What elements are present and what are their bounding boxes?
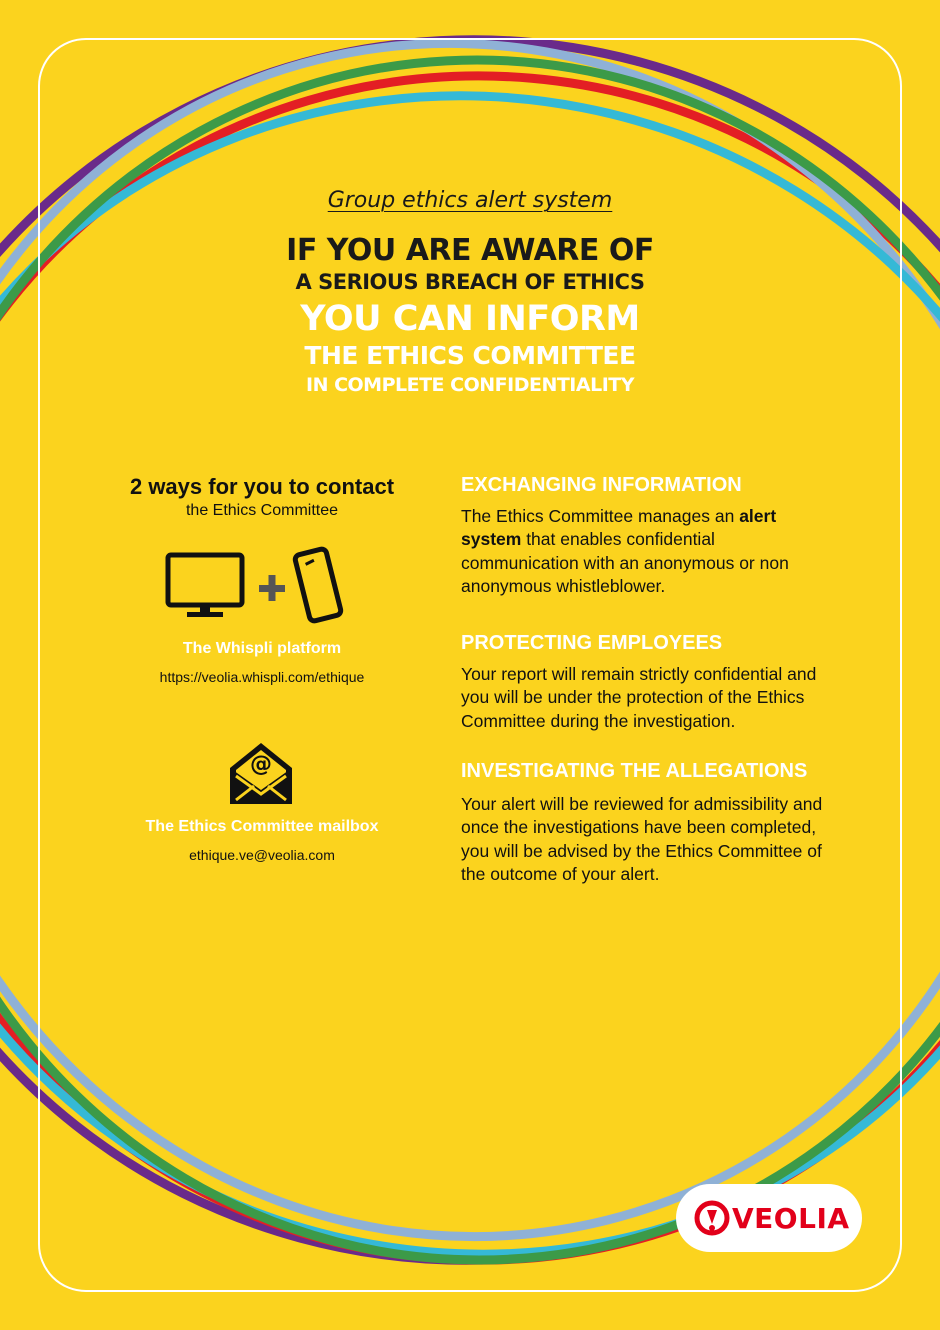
envelope-at-icon — [226, 740, 296, 808]
contact-subtitle: the Ethics Committee — [185, 502, 339, 519]
veolia-logo — [676, 1184, 862, 1252]
section-title-exchanging: EXCHANGING INFORMATION — [461, 474, 742, 496]
section-title-investigating: INVESTIGATING THE ALLEGATIONS — [461, 760, 808, 782]
section-body-exchanging: The Ethics Committee manages an alert system that enables confidential communication with an anonymous or non anonymous whistleblower. — [461, 506, 789, 597]
headline-line-5: IN COMPLETE CONFIDENTIALITY — [306, 374, 634, 396]
platform-name: The Whispli platform — [182, 640, 342, 657]
system-subtitle: Group ethics alert system — [327, 188, 613, 213]
mailbox-name: The Ethics Committee mailbox — [145, 818, 379, 835]
veolia-emblem-icon — [694, 1198, 730, 1238]
headline-line-1: IF YOU ARE AWARE OF — [286, 233, 654, 268]
section-body-investigating: Your alert will be reviewed for admissibility and once the investigations have been completed, you will be advised by the Ethics Committee of the outcome of your alert. — [461, 794, 823, 885]
section-title-protecting: PROTECTING EMPLOYEES — [461, 632, 723, 654]
svg-text:@: @ — [250, 752, 272, 777]
headline-line-3: YOU CAN INFORM — [300, 299, 640, 339]
monitor-icon — [168, 555, 242, 617]
headline-line-2: A SERIOUS BREACH OF ETHICS — [295, 270, 645, 294]
plus-icon — [259, 575, 285, 601]
devices-illustration — [160, 546, 360, 628]
headline-line-4: THE ETHICS COMMITTEE — [304, 341, 636, 370]
veolia-logo-text: VEOLIA — [732, 1202, 850, 1235]
contact-title: 2 ways for you to contact — [129, 474, 395, 499]
mailbox-email-link[interactable]: ethique.ve@veolia.com — [189, 847, 335, 863]
platform-url-link[interactable]: https://veolia.whispli.com/ethique — [159, 669, 365, 685]
section-body-protecting: Your report will remain strictly confidential and you will be under the protection of the Ethics Committee during the investigation. — [461, 664, 817, 731]
smartphone-icon — [294, 548, 342, 622]
